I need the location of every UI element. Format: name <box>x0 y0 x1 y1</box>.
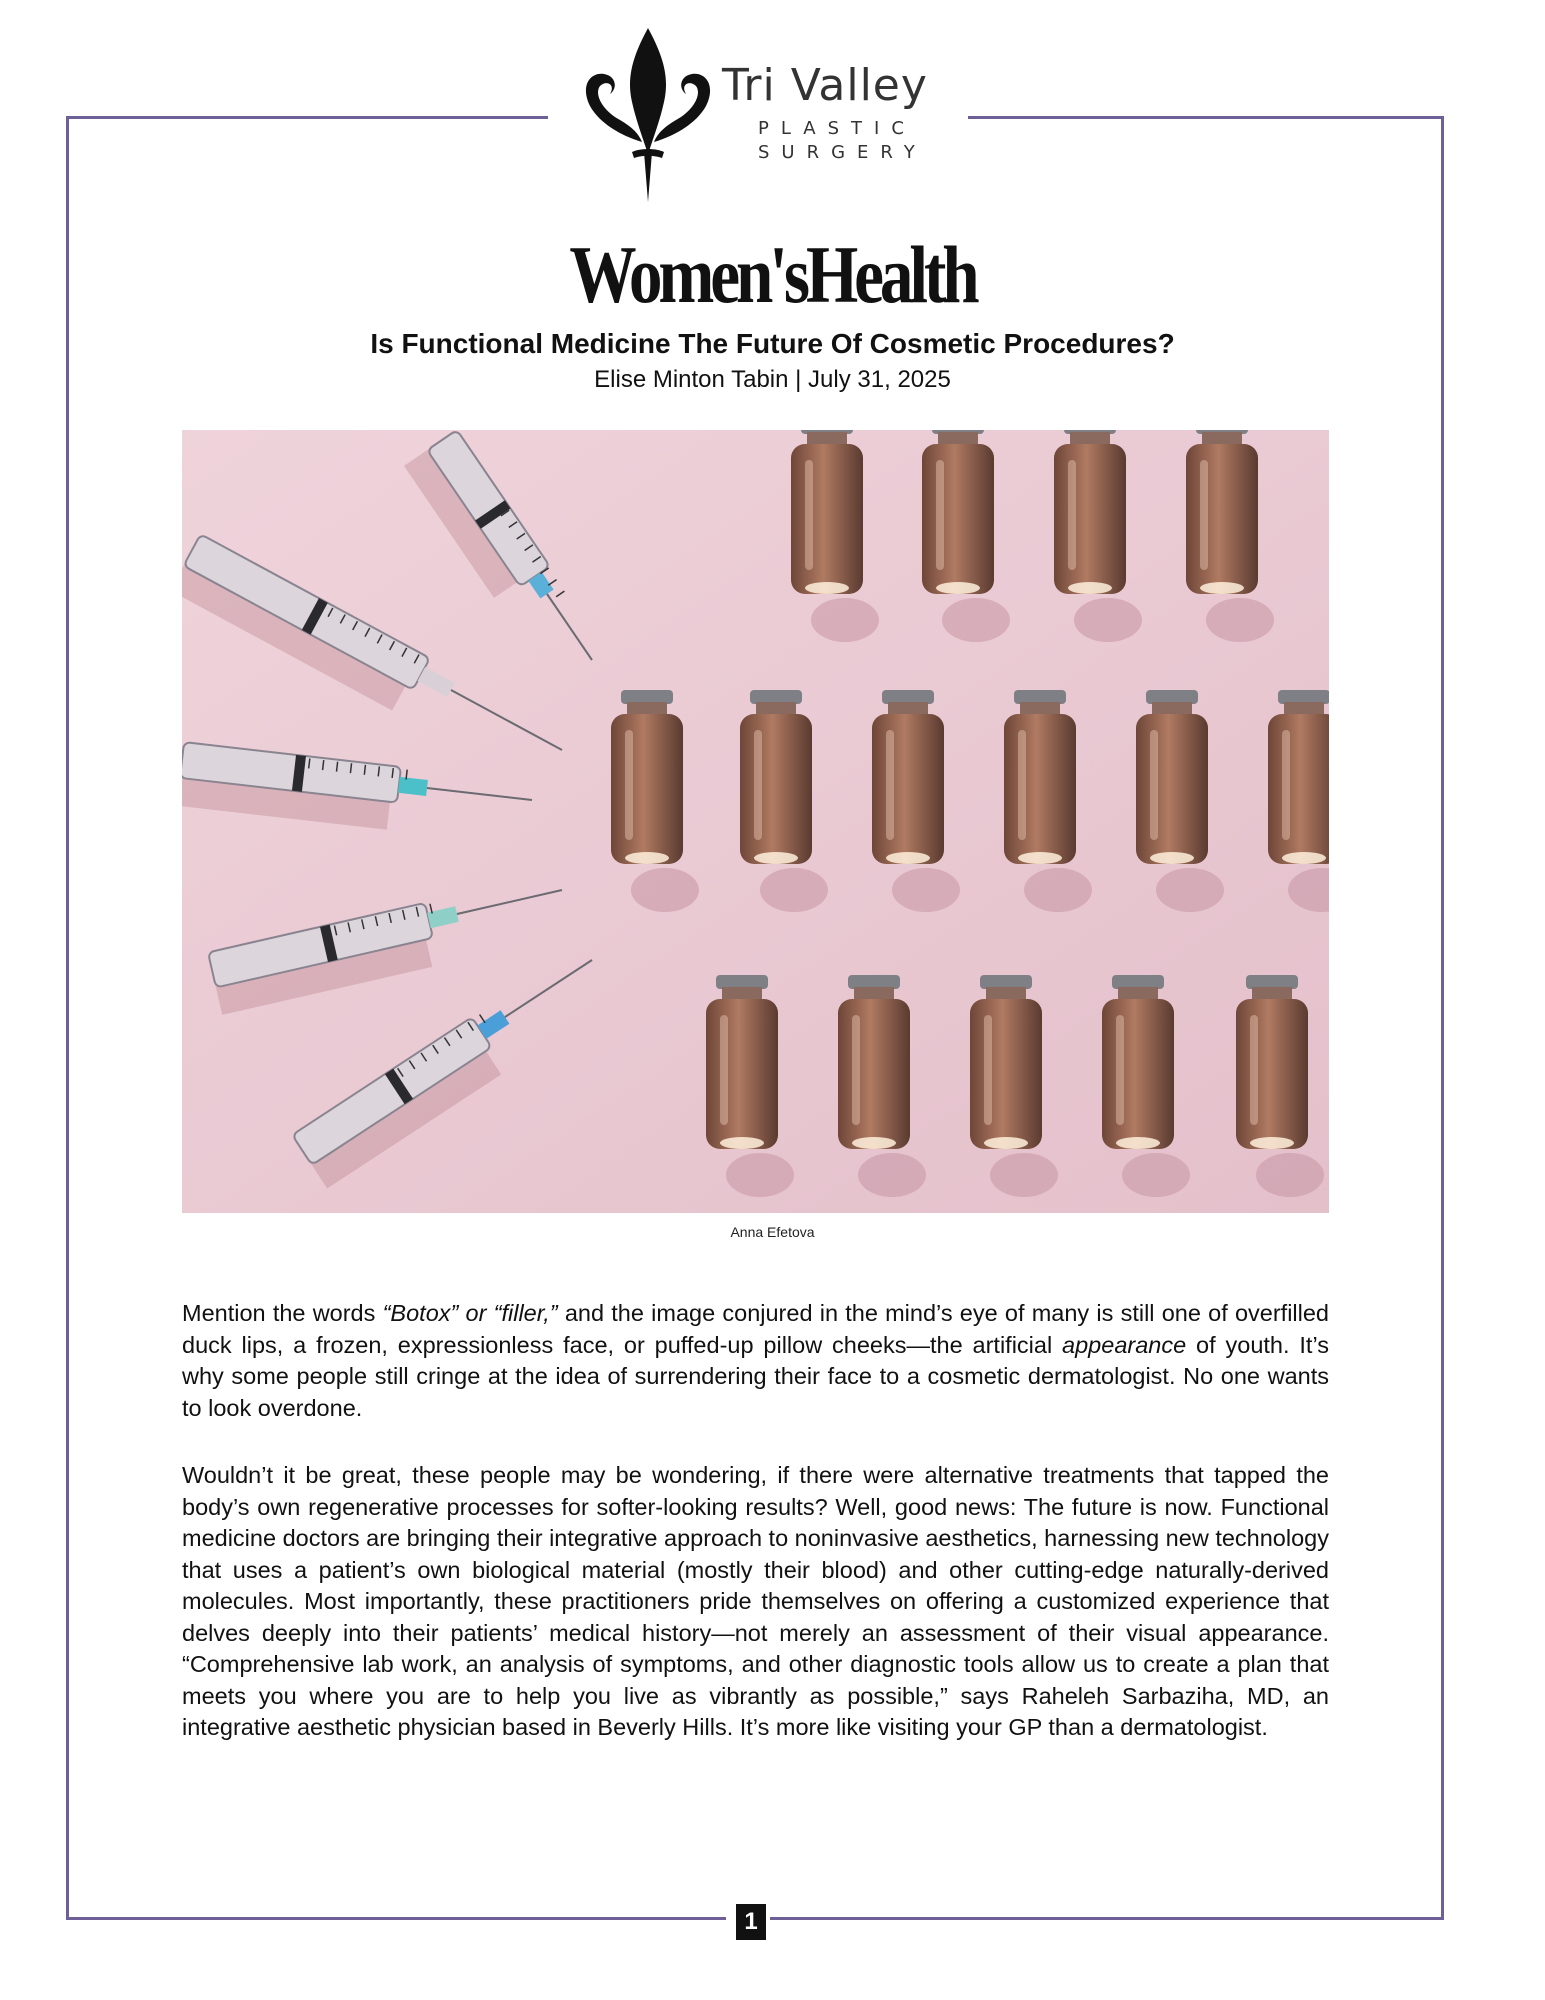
tri-valley-logo <box>570 24 970 204</box>
p1-text-b: “Botox” or “filler,” <box>382 1300 558 1326</box>
photo-caption: Anna Efetova <box>730 1224 815 1240</box>
article-byline: Elise Minton Tabin | July 31, 2025 <box>594 366 951 393</box>
logo-subtitle-line1: PLASTIC <box>758 118 916 139</box>
article-paragraph-2: Wouldn’t it be great, these people may be wondering, if there were alternative treatments that tapped the body’s own regenerative processes for softer-looking results? Well, good news: The future is now. Functional medicine doctors are bringing their integrative approach to noninvasive aesthetics, harnessing new technology that uses a patient’s own biological material (mostly their blood) and other cutting-edge naturally-derived molecules. Most importantly, these practitioners pride themselves on offering a customized experience that delves deeply into their patients’ medical history—not merely an assessment of their visual appearance. “Comprehensive lab work, an analysis of symptoms, and other diagnostic tools allow us to create a plan that meets you where you are to help you live as vibrantly as possible,” says Raheleh Sarbaziha, MD, an integrative aesthetic physician based in Beverly Hills. It’s more like visiting your GP than a dermatologist. <box>182 1462 1329 1740</box>
frame-bottom-left <box>66 1917 726 1920</box>
p1-text-c: and the image conjured in the mind’s eye of many is still one of overfilled duck lips, a frozen, expressionless face, or puffed-up pillow cheeks—the artificial <box>182 1300 1330 1358</box>
article-photo <box>182 430 1329 1213</box>
p1-text-d: appearance <box>1062 1331 1187 1358</box>
publication-masthead: Women'sHealth <box>569 229 976 320</box>
p1-text-a: Mention the words <box>182 1300 383 1326</box>
p1-text-e: of youth. It’s why some people still cringe at the idea of surrendering their face to a cosmetic dermatologist. No one wants to look overdone. <box>182 1331 1329 1421</box>
page-number: 1 <box>736 1904 766 1940</box>
frame-bottom-right <box>770 1917 1444 1920</box>
frame-top-left <box>66 116 548 119</box>
article-paragraph-1 <box>182 1298 1329 1424</box>
logo-subtitle-line2: SURGERY <box>758 142 927 163</box>
syringes-and-vials-illustration <box>182 430 1329 1213</box>
logo-name: Tri Valley <box>722 60 928 111</box>
fleur-de-lis-icon <box>570 24 720 204</box>
frame-top-right <box>968 116 1444 119</box>
article-headline: Is Functional Medicine The Future Of Cosmetic Procedures? <box>370 328 1175 359</box>
